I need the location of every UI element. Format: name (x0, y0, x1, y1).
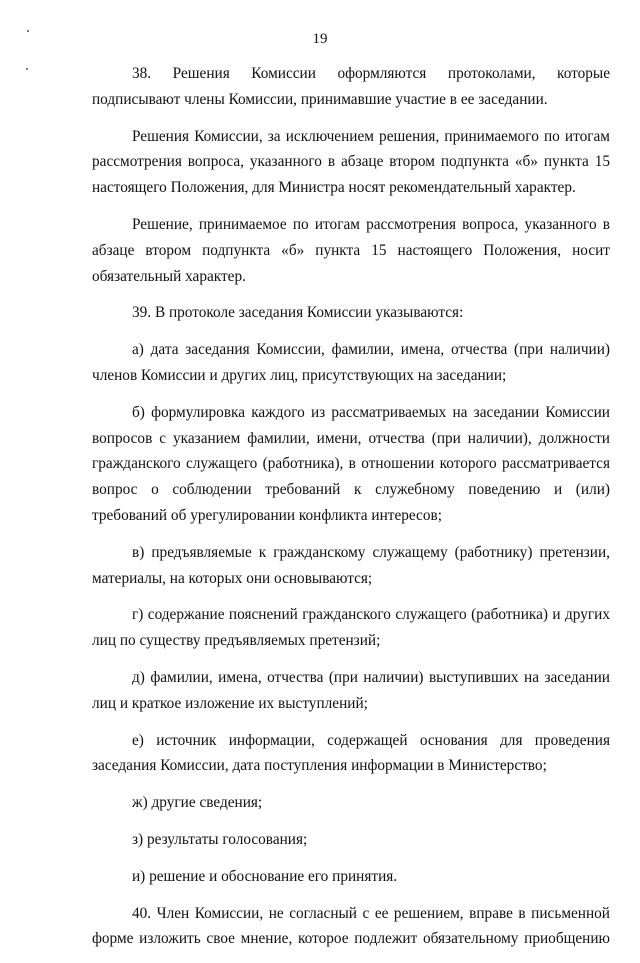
paragraph-40: 40. Член Комиссии, не согласный с ее решением, вправе в письменной форме изложить свое мнение, которое подлежит обязательному приобщению (92, 904, 610, 948)
document-body (92, 61, 610, 963)
paragraph-38: 38. Решения Комиссии оформляются протоколами, которые подписывают члены Комиссии, принимавшие участие в ее заседании. (92, 65, 610, 108)
paragraph-39-e: е) источник информации, содержащей основания для проведения заседания Комиссии, дата поступления информации в Министерство; (92, 731, 610, 775)
paragraph-39-z: з) результаты голосования; (132, 830, 308, 848)
paragraph-39-i: и) решение и обоснование его принятия. (132, 867, 398, 885)
paragraph-39: 39. В протоколе заседания Комиссии указываются: (132, 304, 464, 322)
paragraph-39-g: г) содержание пояснений гражданского служащего (работника) и других лиц по существу предъявляемых претензий; (92, 606, 610, 650)
paragraph-39-zh: ж) другие сведения; (132, 794, 263, 812)
paragraph-38-recommendation: Решения Комиссии, за исключением решения, принимаемого по итогам рассмотрения вопроса, указанного в абзаце втором подпункта «б» пункта 15 настоящего Положения, для Министра носят рекомендательный характер. (92, 127, 610, 197)
paragraph-39-b: б) формулировка каждого из рассматриваемых на заседании Комиссии вопросов с указанием фамилии, имени, отчества (при наличии), должности гражданского служащего (работника), в отношении которого рассматривается вопрос о соблюдении требований к служебному поведению и (или) требований об урегулировании конфликта интересов; (92, 403, 610, 524)
paragraph-38-mandatory: Решение, принимаемое по итогам рассмотрения вопроса, указанного в абзаце втором подпункта «б» пункта 15 настоящего Положения, носит обязательный характер. (92, 215, 610, 285)
scan-speck (26, 68, 28, 70)
page-number: 19 (312, 31, 328, 47)
paragraph-39-d: д) фамилии, имена, отчества (при наличии) выступивших на заседании лиц и краткое изложение их выступлений; (92, 668, 610, 712)
paragraph-39-a: а) дата заседания Комиссии, фамилии, имена, отчества (при наличии) членов Комиссии и других лиц, присутствующих на заседании; (92, 341, 610, 384)
paragraph-39-v: в) предъявляемые к гражданскому служащему (работнику) претензии, материалы, на которых они основываются; (92, 543, 610, 587)
